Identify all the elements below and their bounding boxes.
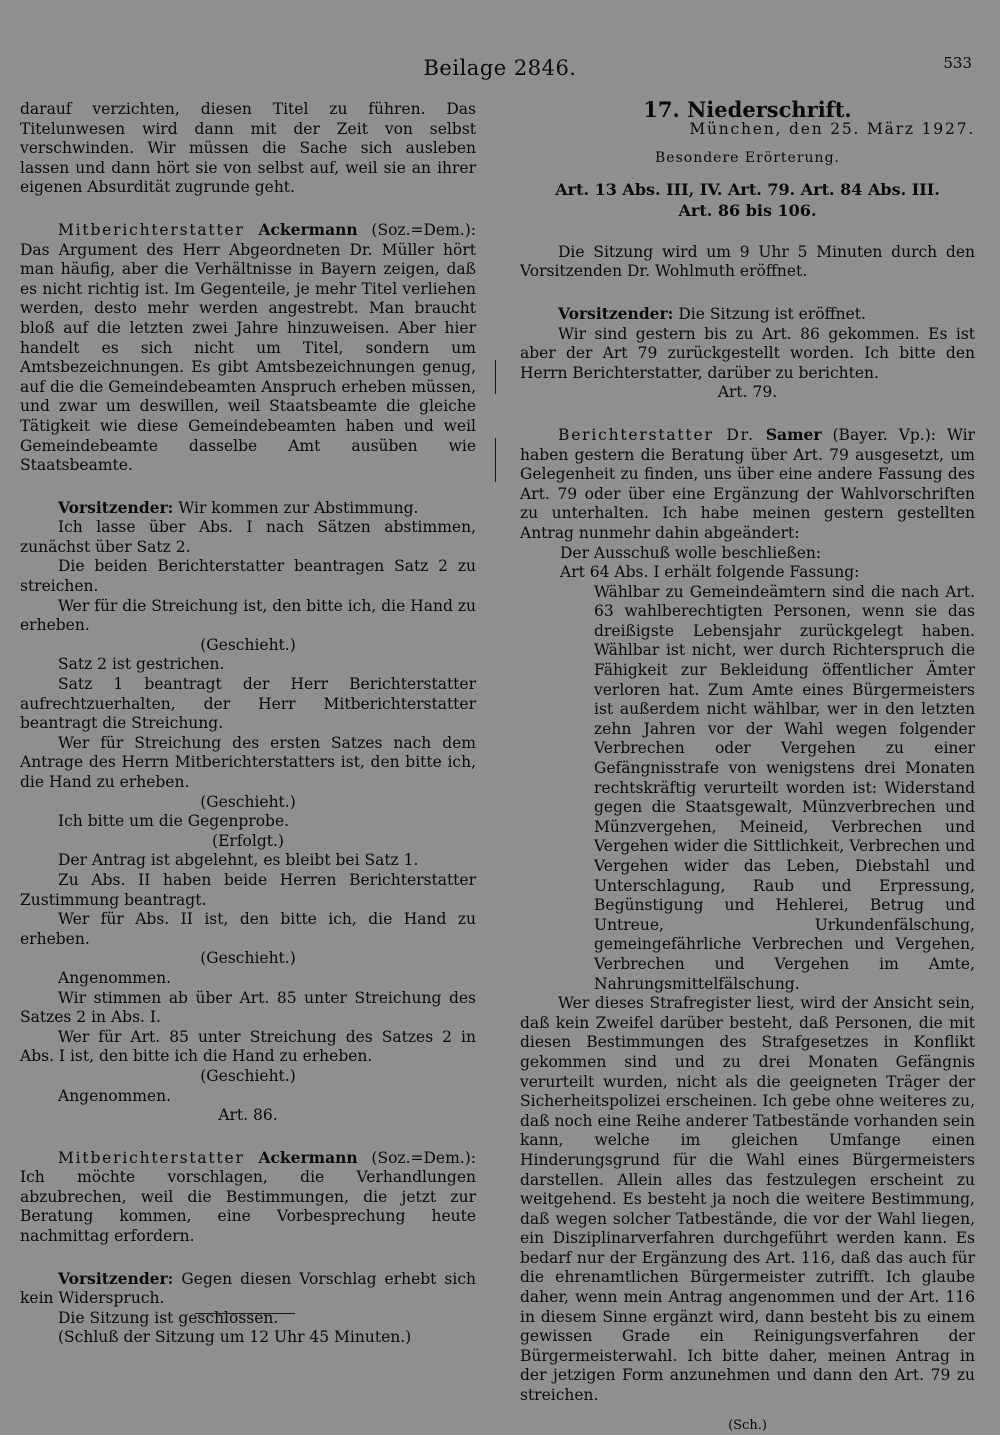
paragraph: Angenommen. bbox=[58, 968, 172, 987]
speaker-name: Vorsitzender: bbox=[558, 303, 674, 323]
procedural-note: (Geschieht.) bbox=[200, 949, 296, 968]
speaker-name: Samer bbox=[765, 424, 822, 444]
speaker-name: Ackermann bbox=[258, 219, 358, 239]
paragraph: Zu Abs. II haben beide Herren Berichterstatter Zustimmung beantragt. bbox=[20, 870, 476, 909]
procedural-note: (Erfolgt.) bbox=[212, 831, 284, 850]
paragraph: Wer dieses Strafregister liest, wird der Ansicht sein, daß kein Zweifel darüber besteht, daß Personen, die mit diesen Bestimmungen des Strafgesetzes in Konflikt gekommen sind und zu drei Monaten Gefängnis verurteilt wurden, nicht als die geeigneten Träger der Sicherheitspolizei erscheinen. Ich gebe ohne weiteres zu, daß noch eine Reihe anderer Tatbestände vorhanden sein kann, welche im gleichen Umfange einen Hinderungsgrund für die Wahl eines Bürgermeisters darstellen. Allein alles das festzulegen erscheint zu weitgehend. Es besteht ja noch die weitere Bestimmung, daß wegen solcher Tatbestände, die vor der Wahl liegen, ein Disziplinarverfahren durchgeführt werden kann. Es bedarf nur der Ergänzung des Art. 116, daß das auch für die ehrenamtlichen Bürgermeister zutrifft. Ich glaube daher, wenn mein Antrag angenommen und der Art. 116 in diesem Sinne ergänzt wird, dann besteht bis zu einem gewissen Grade ein Reinigungsverfahren der Bürgermeisterwahl. Ich bitte daher, meinen Antrag in der jetzigen Form anzunehmen und dann den Art. 79 zu streichen. bbox=[520, 994, 975, 1405]
procedural-note: (Geschieht.) bbox=[200, 1066, 296, 1085]
speaker-party: (Soz.=Dem.): bbox=[371, 1148, 476, 1167]
speaker-name: Vorsitzender: bbox=[58, 497, 174, 517]
article-heading: Art. 86. bbox=[218, 1106, 278, 1125]
paragraph: Wer für Art. 85 unter Streichung des Satzes 2 in Abs. I ist, den bitte ich die Hand zu erheben. bbox=[20, 1027, 476, 1066]
paragraph: Wir sind gestern bis zu Art. 86 gekommen. Es ist aber der Art 79 zurückgestellt worden. Ich bitte den Herrn Berichterstatter, darüber zu berichten. bbox=[520, 324, 975, 382]
speaker-role: Mitberichterstatter bbox=[58, 1148, 245, 1167]
speech-text: Die Sitzung ist eröffnet. bbox=[678, 304, 866, 323]
right-column bbox=[520, 97, 976, 1435]
left-column bbox=[20, 100, 476, 1348]
speaker-paragraph bbox=[20, 220, 476, 476]
paragraph: (Schluß der Sitzung um 12 Uhr 45 Minuten.) bbox=[58, 1328, 412, 1347]
speech-text: Das Argument des Herr Abgeordneten Dr. Müller hört man häufig, aber die Verhältnisse in Bayern zeigen, daß es nicht richtig ist. Im Gegenteile, je mehr Titel verliehen werden, desto mehr werden angestrebt. Man braucht bloß auf die letzten zwei Jahre hinzuweisen. Aber hier handelt es sich nicht um Titel, sondern um Amtsbezeichnungen. Es gibt Amtsbezeichnungen genug, auf die die Gemeindebeamten Anspruch erheben müssen, und zwar um deswillen, weil Staatsbeamte die gleiche Tätigkeit wie diese Gemeindebeamten haben und weil Gemeindebeamte dasselbe Amt ausüben wie Staatsbeamte. bbox=[20, 240, 476, 475]
margin-mark bbox=[495, 438, 496, 482]
motion-article: Art 64 Abs. I erhält folgende Fassung: bbox=[560, 563, 860, 582]
paragraph: Angenommen. bbox=[58, 1086, 172, 1105]
articles-line: Art. 13 Abs. III, IV. Art. 79. Art. 84 Abs. III. bbox=[555, 179, 940, 199]
paragraph: Wir stimmen ab über Art. 85 unter Streichung des Satzes 2 in Abs. I. bbox=[20, 988, 476, 1027]
articles-line: Art. 86 bis 106. bbox=[678, 200, 817, 220]
speaker-role: Mitberichterstatter bbox=[58, 220, 245, 239]
article-heading: Art. 79. bbox=[717, 383, 778, 402]
procedural-note: (Geschieht.) bbox=[200, 792, 296, 811]
paragraph: darauf verzichten, diesen Titel zu führen. Das Titelunwesen wird dann mit der Zeit von selbst verschwinden. Wir müssen die Sache sich ausleben lassen und dann hört sie von selbst auf, weil sie an ihrer eigenen Absurdität zugrunde geht. bbox=[20, 100, 476, 197]
speaker-paragraph bbox=[20, 1269, 476, 1309]
quoted-provision bbox=[520, 583, 975, 994]
speaker-party: (Bayer. Vp.): bbox=[832, 425, 937, 444]
speaker-name: Vorsitzender: bbox=[58, 1268, 174, 1288]
margin-mark bbox=[495, 360, 496, 394]
paragraph: Die beiden Berichterstatter beantragen Satz 2 zu streichen. bbox=[20, 557, 476, 596]
closing-divider bbox=[195, 1313, 295, 1314]
speaker-paragraph bbox=[20, 1148, 476, 1247]
speech-text: Wir kommen zur Abstimmung. bbox=[178, 498, 419, 517]
speech-text: Gegen diesen Vorschlag erhebt sich kein Widerspruch. bbox=[20, 1269, 476, 1308]
dateline: München, den 25. März 1927. bbox=[689, 119, 975, 138]
procedural-note: (Geschieht.) bbox=[200, 635, 296, 654]
speech-text: Ich möchte vorschlagen, die Verhandlungen abzubrechen, weil die Bestimmungen, die jetzt zur Beratung kommen, eine Vorbesprechung heute nachmittag erfordern. bbox=[20, 1168, 476, 1246]
speaker-role: Berichterstatter Dr. bbox=[558, 425, 755, 444]
session-subheading: Besondere Erörterung. bbox=[655, 150, 840, 167]
speaker-paragraph bbox=[520, 304, 975, 325]
paragraph: Ich bitte um die Gegenprobe. bbox=[58, 812, 290, 831]
paragraph: Wer für die Streichung ist, den bitte ich, die Hand zu erheben. bbox=[20, 596, 476, 635]
paragraph: Wer für Streichung des ersten Satzes nach dem Antrage des Herrn Mitberichterstatters ist, den bitte ich, die Hand zu erheben. bbox=[20, 733, 476, 791]
paragraph: Die Sitzung ist geschlossen. bbox=[58, 1308, 279, 1327]
provision-text: Wählbar zu Gemeindeämtern sind die nach Art. 63 wahlberechtigten Personen, wenn sie das dreißigste Lebensjahr zurückgelegt haben. Wählbar ist nicht, wer durch Richterspruch die Fähigkeit zur Bekleidung öffentlicher Ämter verloren hat. Zum Amte eines Bürgermeisters ist außerdem nicht wählbar, wer in den letzten zehn Jahren vor der Wahl wegen folgender Verbrechen oder Vergehen zu einer Gefängnisstrafe von wenigstens drei Monaten rechtskräftig verurteilt worden ist: Widerstand gegen die Staatsgewalt, Münzverbrechen und Münzvergehen, Meineid, Verbrechen und Vergehen wider die Sittlichkeit, Verbrechen und Vergehen wider das Leben, Diebstahl und Unterschlagung, Raub und Erpressung, Begünstigung und Hehlerei, Betrug und Untreue, Urkundenfälschung, gemeingefährliche Verbrechen und Vergehen, Verbrechen und Vergehen im Amte, Nahrungsmittelfälschung. bbox=[594, 582, 975, 993]
motion-intro: Der Ausschuß wolle beschließen: bbox=[560, 543, 822, 562]
paragraph: Satz 2 ist gestrichen. bbox=[58, 655, 225, 674]
speaker-name: Ackermann bbox=[258, 1147, 358, 1167]
speaker-paragraph bbox=[20, 498, 476, 519]
signature-initials: (Sch.) bbox=[728, 1417, 767, 1433]
minutes-heading: 17. Niederschrift. bbox=[643, 97, 852, 122]
page-number: 533 bbox=[943, 54, 972, 72]
speaker-party: (Soz.=Dem.): bbox=[371, 220, 476, 239]
paragraph: Wer für Abs. II ist, den bitte ich, die Hand zu erheben. bbox=[20, 910, 476, 948]
running-title: Beilage 2846. bbox=[423, 56, 577, 80]
paragraph: Ich lasse über Abs. I nach Sätzen abstimmen, zunächst über Satz 2. bbox=[20, 518, 476, 556]
speaker-paragraph bbox=[520, 425, 975, 544]
paragraph: Der Antrag ist abgelehnt, es bleibt bei Satz 1. bbox=[58, 851, 419, 870]
speech-text: Wir haben gestern die Beratung über Art. 79 ausgesetzt, um Gelegenheit zu finden, uns über eine andere Fassung des Art. 79 oder über eine Ergänzung der Wahlvorschriften zu unterhalten. Ich habe meinen gestern gestellten Antrag nunmehr dahin abgeändert: bbox=[520, 425, 976, 542]
paragraph: Die Sitzung wird um 9 Uhr 5 Minuten durch den Vorsitzenden Dr. Wohlmuth eröffnet. bbox=[520, 242, 975, 281]
paragraph: Satz 1 beantragt der Herr Berichterstatter aufrechtzuerhalten, der Herr Mitberichterstatter beantragt die Streichung. bbox=[20, 675, 476, 733]
